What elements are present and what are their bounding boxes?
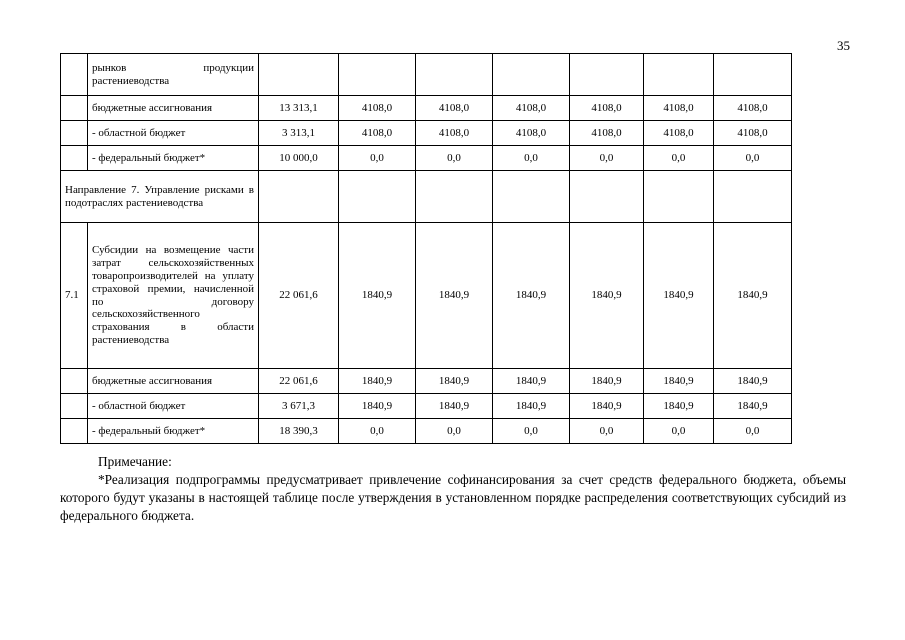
year-value-cell: 1840,9 xyxy=(339,223,416,369)
year-value-cell: 1840,9 xyxy=(570,223,644,369)
row-index xyxy=(61,121,88,146)
total-value-cell: 10 000,0 xyxy=(259,146,339,171)
budget-table xyxy=(60,53,792,444)
year-value-cell xyxy=(416,54,493,96)
row-label: - областной бюджет xyxy=(88,394,259,419)
footnote-body: *Реализация подпрограммы предусматривает привлечение софинансирования за счет средств федерального бюджета, объемы которого будут указаны в настоящей таблице после утверждения в установленном порядке распределения соответствующих субсидий из федерального бюджета. xyxy=(60,472,846,523)
year-value-cell: 4108,0 xyxy=(644,96,714,121)
year-value-cell: 0,0 xyxy=(416,146,493,171)
year-value-cell xyxy=(714,54,792,96)
year-value-cell: 0,0 xyxy=(644,146,714,171)
table-row xyxy=(61,96,792,121)
year-value-cell: 0,0 xyxy=(493,419,570,444)
year-value-cell: 1840,9 xyxy=(416,394,493,419)
year-value-cell: 1840,9 xyxy=(714,223,792,369)
year-value-cell: 4108,0 xyxy=(493,121,570,146)
year-value-cell: 1840,9 xyxy=(416,223,493,369)
year-value-cell: 4108,0 xyxy=(339,96,416,121)
table-row xyxy=(61,121,792,146)
row-index xyxy=(61,146,88,171)
total-value-cell xyxy=(259,171,339,223)
row-index xyxy=(61,369,88,394)
row-index: 7.1 xyxy=(61,223,88,369)
year-value-cell: 1840,9 xyxy=(570,394,644,419)
total-value-cell: 22 061,6 xyxy=(259,369,339,394)
total-value-cell: 13 313,1 xyxy=(259,96,339,121)
direction-label: Направление 7. Управление рисками в подотраслях растениеводства xyxy=(61,171,259,223)
total-value-cell xyxy=(259,54,339,96)
year-value-cell: 1840,9 xyxy=(493,394,570,419)
row-label: - областной бюджет xyxy=(88,121,259,146)
year-value-cell: 1840,9 xyxy=(570,369,644,394)
total-value-cell: 22 061,6 xyxy=(259,223,339,369)
year-value-cell: 0,0 xyxy=(714,419,792,444)
row-label: Субсидии на возмещение части затрат сельскохозяйственных товаропроизводителей на уплату страховой премии, начисленной по договору сельскохозяйственного страхования в области растениеводства xyxy=(88,223,259,369)
year-value-cell xyxy=(570,171,644,223)
row-index xyxy=(61,96,88,121)
year-value-cell: 0,0 xyxy=(493,146,570,171)
total-value-cell: 3 671,3 xyxy=(259,394,339,419)
year-value-cell: 4108,0 xyxy=(493,96,570,121)
year-value-cell: 1840,9 xyxy=(416,369,493,394)
year-value-cell xyxy=(339,171,416,223)
budget-table-body xyxy=(61,54,792,444)
year-value-cell: 0,0 xyxy=(339,146,416,171)
table-row xyxy=(61,54,792,96)
year-value-cell: 4108,0 xyxy=(339,121,416,146)
year-value-cell xyxy=(416,171,493,223)
year-value-cell: 4108,0 xyxy=(714,121,792,146)
direction-row xyxy=(61,171,792,223)
row-label: - федеральный бюджет* xyxy=(88,419,259,444)
year-value-cell: 1840,9 xyxy=(714,394,792,419)
row-index xyxy=(61,54,88,96)
year-value-cell: 1840,9 xyxy=(339,369,416,394)
year-value-cell: 1840,9 xyxy=(714,369,792,394)
year-value-cell xyxy=(493,171,570,223)
year-value-cell xyxy=(339,54,416,96)
row-index xyxy=(61,419,88,444)
footnote-title: Примечание: xyxy=(98,454,172,469)
year-value-cell: 0,0 xyxy=(416,419,493,444)
table-row xyxy=(61,419,792,444)
row-label: бюджетные ассигнования xyxy=(88,96,259,121)
year-value-cell: 1840,9 xyxy=(644,394,714,419)
item-row xyxy=(61,223,792,369)
year-value-cell: 4108,0 xyxy=(416,96,493,121)
year-value-cell xyxy=(493,54,570,96)
year-value-cell: 4108,0 xyxy=(570,121,644,146)
total-value-cell: 18 390,3 xyxy=(259,419,339,444)
year-value-cell xyxy=(644,54,714,96)
year-value-cell: 0,0 xyxy=(570,146,644,171)
year-value-cell: 1840,9 xyxy=(644,369,714,394)
row-index xyxy=(61,394,88,419)
row-label: - федеральный бюджет* xyxy=(88,146,259,171)
year-value-cell: 4108,0 xyxy=(570,96,644,121)
row-label: рынков продукции растениеводства xyxy=(88,54,259,96)
total-value-cell: 3 313,1 xyxy=(259,121,339,146)
page-number: 35 xyxy=(837,38,850,53)
table-row xyxy=(61,394,792,419)
year-value-cell: 4108,0 xyxy=(416,121,493,146)
table-row xyxy=(61,369,792,394)
year-value-cell: 4108,0 xyxy=(644,121,714,146)
year-value-cell: 1840,9 xyxy=(493,223,570,369)
table-row xyxy=(61,146,792,171)
year-value-cell: 4108,0 xyxy=(714,96,792,121)
row-label: бюджетные ассигнования xyxy=(88,369,259,394)
year-value-cell: 0,0 xyxy=(644,419,714,444)
year-value-cell: 0,0 xyxy=(714,146,792,171)
year-value-cell: 1840,9 xyxy=(339,394,416,419)
footnote xyxy=(60,453,846,525)
year-value-cell xyxy=(714,171,792,223)
year-value-cell xyxy=(644,171,714,223)
year-value-cell: 1840,9 xyxy=(644,223,714,369)
year-value-cell: 0,0 xyxy=(339,419,416,444)
year-value-cell: 1840,9 xyxy=(493,369,570,394)
year-value-cell: 0,0 xyxy=(570,419,644,444)
year-value-cell xyxy=(570,54,644,96)
